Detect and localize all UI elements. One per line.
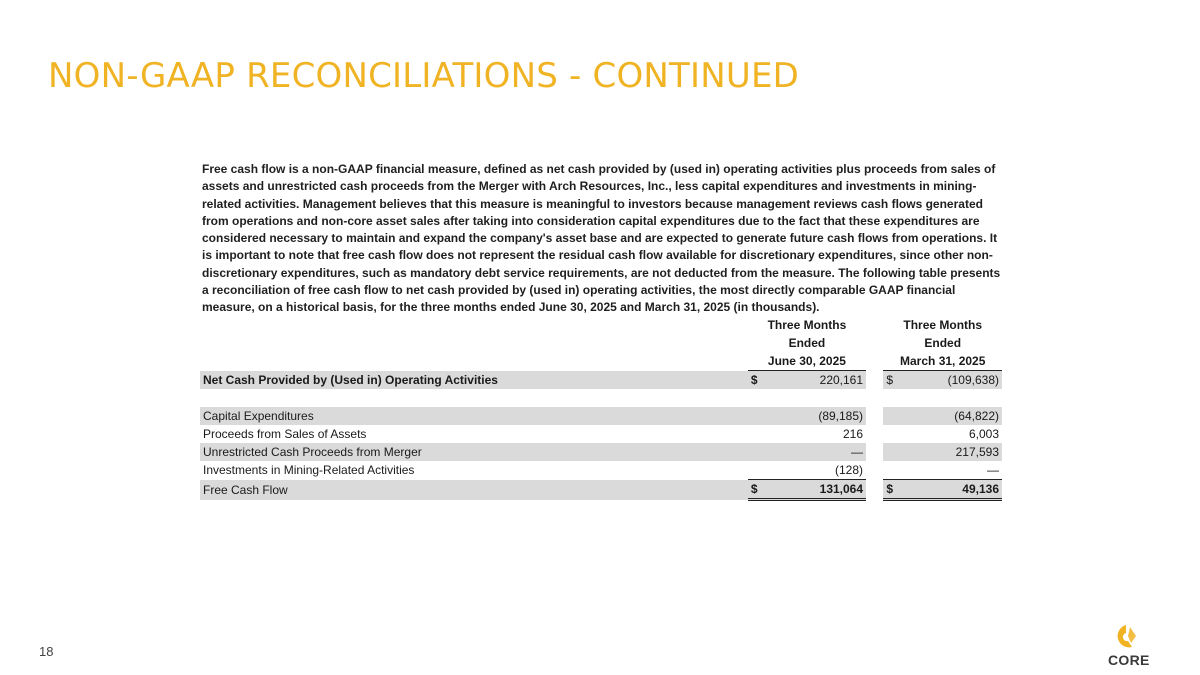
row-label: Investments in Mining-Related Activities	[203, 463, 415, 478]
header-row-3	[200, 352, 1002, 371]
value-june-2025: 216	[843, 427, 864, 441]
col2-header-line2: Ended	[924, 336, 962, 350]
currency-symbol: $	[883, 371, 901, 390]
table-row-capex	[200, 407, 1002, 425]
value-june-2025: (128)	[835, 463, 864, 477]
value-march-2025: (109,638)	[901, 371, 1002, 390]
table-row-asset-sales	[200, 425, 1002, 443]
value-june-2025: 131,064	[766, 480, 866, 500]
value-march-2025: (64,822)	[901, 407, 1002, 425]
core-logo-text: CORE	[1108, 652, 1150, 668]
currency-symbol: $	[748, 371, 766, 390]
page-number: 18	[39, 644, 54, 659]
row-label: Free Cash Flow	[200, 480, 748, 500]
intro-paragraph: Free cash flow is a non-GAAP financial measure, defined as net cash provided by (used in) operating activities plus proceeds from sales of assets and unrestricted cash proceeds from the Merger with Arch Resources, Inc., less capital expenditures and investments in mining-related activities. Management believes that this measure is meaningful to investors because management reviews cash flows generated from operations and non-core asset sales after taking into consideration capital expenditures due to the fact that these expenditures are considered necessary to maintain and expand the company's asset base and are expected to generate future cash flows from operations. It is important to note that free cash flow does not represent the residual cash flow available for discretionary expenditures, since other non-discretionary expenditures, such as mandatory debt service requirements, are not deducted from the measure. The following table presents a reconciliation of free cash flow to net cash provided by (used in) operating activities, the most directly comparable GAAP financial measure, on a historical basis, for the three months ended June 30, 2025 and March 31, 2025 (in thousands).	[202, 162, 1001, 315]
col1-header-line3: June 30, 2025	[748, 352, 866, 371]
header-row-2	[200, 334, 1002, 352]
currency-symbol: $	[883, 480, 901, 500]
header-row-1	[200, 316, 1002, 334]
value-june-2025: —	[766, 443, 866, 461]
page-title: NON-GAAP RECONCILIATIONS - CONTINUED	[48, 56, 800, 96]
col1-header-line2: Ended	[788, 336, 826, 350]
value-june-2025: 220,161	[766, 371, 866, 390]
value-june-2025: (89,185)	[766, 407, 866, 425]
table-row-mining-investments	[200, 461, 1002, 480]
table-row-merger-proceeds	[200, 443, 1002, 461]
spacer-row	[200, 389, 1002, 407]
col2-header-line1: Three Months	[903, 318, 983, 332]
value-march-2025: 6,003	[968, 427, 999, 441]
col2-header-line3: March 31, 2025	[883, 352, 1002, 371]
value-march-2025: 49,136	[901, 480, 1002, 500]
table-row-free-cash-flow	[200, 480, 1002, 500]
col1-header-line1: Three Months	[767, 318, 847, 332]
free-cash-flow-table	[200, 316, 1002, 501]
row-label: Net Cash Provided by (Used in) Operating Activities	[200, 371, 748, 390]
row-label: Capital Expenditures	[200, 407, 748, 425]
currency-symbol: $	[748, 480, 766, 500]
row-label: Unrestricted Cash Proceeds from Merger	[200, 443, 748, 461]
value-march-2025: —	[987, 463, 999, 477]
row-label: Proceeds from Sales of Assets	[203, 427, 367, 441]
value-march-2025: 217,593	[901, 443, 1002, 461]
table-row-operating-activities	[200, 371, 1002, 390]
